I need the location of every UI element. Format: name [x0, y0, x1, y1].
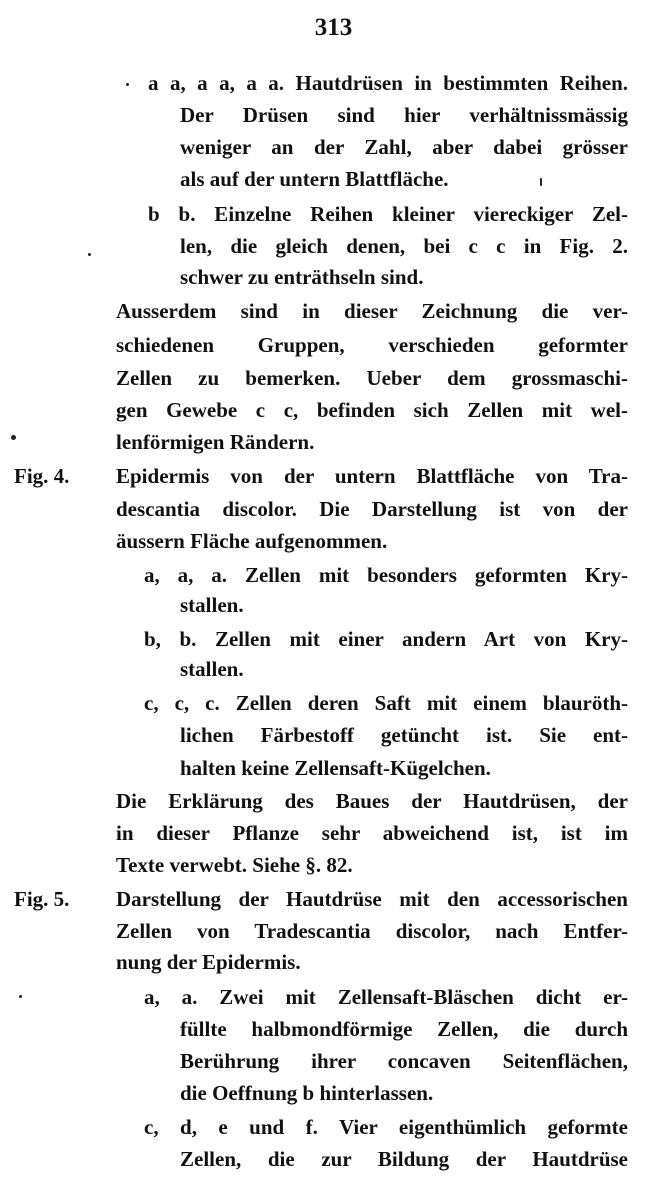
text-line: in dieser Pflanze sehr abweichend ist, ist im [116, 821, 628, 845]
text-line: c, c, c. Zellen deren Saft mit einem blauröth- [144, 691, 628, 715]
text-line: halten keine Zellensaft-Kügelchen. [180, 756, 491, 780]
text-line: len, die gleich denen, bei c c in Fig. 2. [180, 234, 628, 258]
text-line: c, d, e und f. Vier eigenthümlich geformte [144, 1115, 628, 1139]
text-line: lichen Färbestoff getüncht ist. Sie ent- [180, 723, 628, 747]
text-line: Berührung ihrer concaven Seitenflächen, [180, 1049, 628, 1073]
text-line: die Oeffnung b hinterlassen. [180, 1081, 434, 1105]
text-line: äussern Fläche aufgenommen. [116, 529, 388, 553]
text-line: nung der Epidermis. [116, 950, 301, 974]
ink-speck [126, 83, 129, 86]
text-line: Epidermis von der untern Blattfläche von Tra- [116, 464, 628, 488]
text-line: lenförmigen Rändern. [116, 430, 315, 454]
text-line: füllte halbmondförmige Zellen, die durch [180, 1017, 628, 1041]
text-line: Zellen zu bemerken. Ueber dem grossmaschi- [116, 366, 628, 390]
text-line: b, b. Zellen mit einer andern Art von Kry- [144, 627, 628, 651]
text-line: schwer zu enträthseln sind. [180, 265, 424, 289]
text-line: a a, a a, a a. Hautdrüsen in bestimmten Reihen. [148, 71, 628, 95]
text-line: Der Drüsen sind hier verhältnissmässig [180, 103, 628, 127]
text-line: Zellen von Tradescantia discolor, nach Entfer- [116, 919, 628, 943]
figure-label: Fig. 4. [14, 464, 70, 488]
page-number: 313 [314, 14, 353, 41]
text-line: stallen. [180, 593, 244, 617]
text-line: b b. Einzelne Reihen kleiner viereckiger Zel- [148, 202, 628, 226]
text-line: als auf der untern Blattfläche. [180, 167, 449, 191]
ink-speck [88, 253, 91, 256]
text-line: descantia discolor. Die Darstellung ist von der [116, 497, 628, 521]
text-line: a, a, a. Zellen mit besonders geformten Kry- [144, 563, 628, 587]
text-line: gen Gewebe c c, befinden sich Zellen mit wel- [116, 398, 628, 422]
text-line: stallen. [180, 657, 244, 681]
text-line: schiedenen Gruppen, verschieden geformter [116, 333, 628, 357]
text-line: Ausserdem sind in dieser Zeichnung die ver- [116, 299, 628, 323]
ink-speck [540, 178, 542, 186]
text-line: weniger an der Zahl, aber dabei grösser [180, 135, 628, 159]
text-line: Darstellung der Hautdrüse mit den accessorischen [116, 887, 628, 911]
figure-label: Fig. 5. [14, 887, 70, 911]
text-line: Die Erklärung des Baues der Hautdrüsen, der [116, 789, 628, 813]
text-line: Texte verwebt. Siehe §. 82. [116, 853, 353, 877]
ink-speck [11, 435, 16, 440]
text-line: Zellen, die zur Bildung der Hautdrüse [180, 1147, 628, 1171]
text-line: a, a. Zwei mit Zellensaft-Bläschen dicht er- [144, 985, 628, 1009]
ink-speck [19, 995, 22, 998]
